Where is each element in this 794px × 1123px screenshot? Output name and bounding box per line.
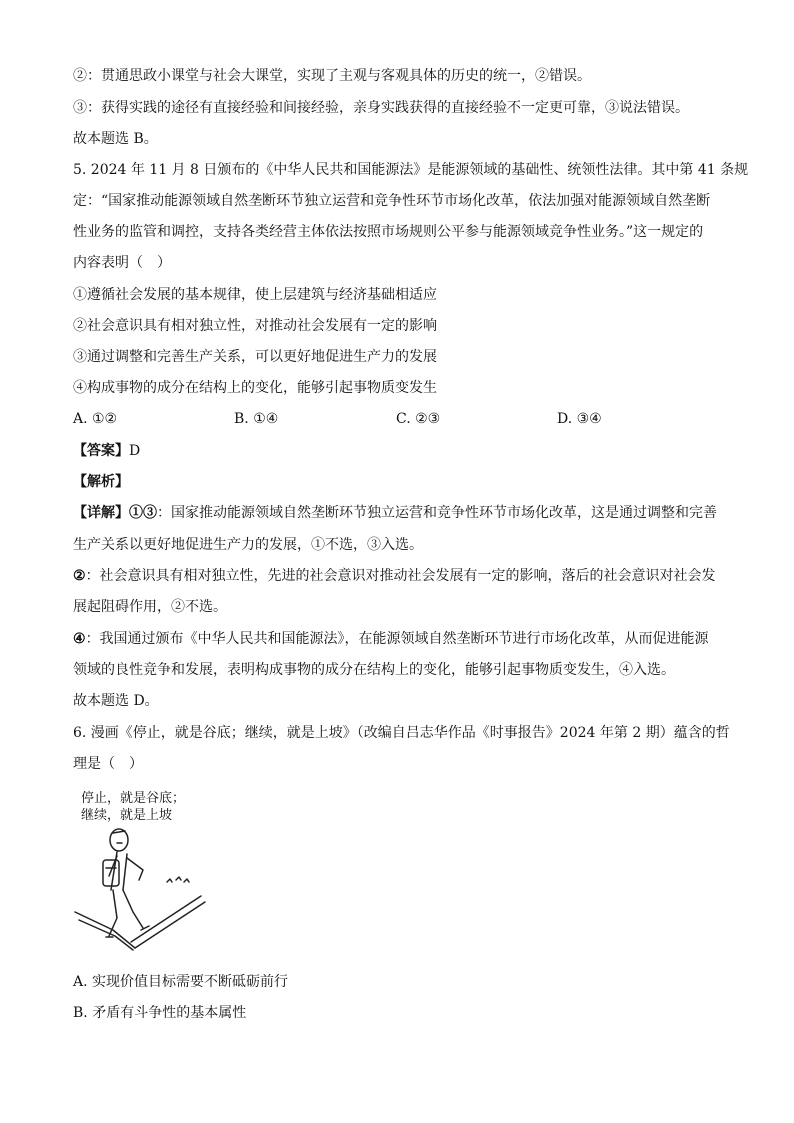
q5-detail-line-3: ②：社会意识具有相对独立性，先进的社会意识对推动社会发展有一定的影响，落后的社会意识对社会发 xyxy=(73,568,716,584)
q5-detail-line-5: ④：我国通过颁布《中华人民共和国能源法》，在能源领域自然垄断环节进行市场化改革，从而促进能源 xyxy=(73,631,709,647)
q5-option-a: A. ①② xyxy=(73,411,118,427)
q6-stem-line-1: 6. 漫画《停止，就是谷底；继续，就是上坡》（改编自吕志华作品《时事报告》2024 年第 2 期）蕴含的哲 xyxy=(73,725,730,741)
prev-analysis-line-3: ③：获得实践的途径有直接经验和间接经验，亲身实践获得的直接经验不一定更可靠，③说法错误。 xyxy=(73,100,689,116)
q5-stem-line-3: 性业务的监管和调控，支持各类经营主体依法按照市场规则公平参与能源领域竞争性业务。”这一规定的 xyxy=(73,224,704,240)
prev-analysis-line-2: ②：贯通思政小课堂与社会大课堂，实现了主观与客观具体的历史的统一，②错误。 xyxy=(73,68,591,84)
q5-stem-line-4: 内容表明（ ） xyxy=(73,255,171,271)
q6-option-b: B. 矛盾有斗争性的基本属性 xyxy=(73,1005,247,1021)
q5-answer xyxy=(73,441,734,461)
q5-detail-line-2: 生产关系以更好地促进生产力的发展，①不选，③入选。 xyxy=(73,537,423,553)
cartoon-caption-1: 停止，就是谷底； xyxy=(81,791,186,806)
q5-detail-line-6: 领域的良性竞争和发展，表明构成事物的成分在结构上的变化，能够引起事物质变发生，④入选。 xyxy=(73,662,675,678)
cartoon-caption-2: 继续，就是上坡 xyxy=(81,808,173,823)
q5-stem-line-1: 5. 2024 年 11 月 8 日颁布的《中华人民共和国能源法》是能源领域的基础性、统领性法律。其中第 41 条规 xyxy=(73,162,749,178)
prev-conclusion: 故本题选 B。 xyxy=(73,131,158,147)
q5-conclusion: 故本题选 D。 xyxy=(73,693,159,709)
q5-item-1: ①遵循社会发展的基本规律，使上层建筑与经济基础相适应 xyxy=(73,287,437,303)
cartoon-image xyxy=(73,790,213,960)
q5-item-4: ④构成事物的成分在结构上的变化，能够引起事物质变发生 xyxy=(73,380,437,396)
q5-detail-line-4: 展起阻碍作用，②不选。 xyxy=(73,599,227,615)
q5-stem-line-2: 定：“国家推动能源领域自然垄断环节独立运营和竞争性环节市场化改革，依法加强对能源领域自然垄断 xyxy=(73,193,711,209)
q5-option-c: C. ②③ xyxy=(396,411,441,427)
q5-item-3: ③通过调整和完善生产关系，可以更好地促进生产力的发展 xyxy=(73,349,437,365)
q6-option-a: A. 实现价值目标需要不断砥砺前行 xyxy=(73,974,289,990)
q5-detail-line-1: 【详解】①③：国家推动能源领域自然垄断环节独立运营和竞争性环节市场化改革，这是通过调整和完善 xyxy=(73,505,717,521)
answer-tag: 【答案】 xyxy=(73,443,129,459)
q5-item-2: ②社会意识具有相对独立性，对推动社会发展有一定的影响 xyxy=(73,318,437,334)
q5-option-d: D. ③④ xyxy=(557,411,602,427)
q5-option-b: B. ①④ xyxy=(234,411,279,427)
q5-analysis-tag: 【解析】 xyxy=(73,474,129,490)
answer-value: D xyxy=(129,443,141,459)
q6-stem-line-2: 理是（ ） xyxy=(73,756,143,772)
climber-drawing xyxy=(73,790,213,960)
